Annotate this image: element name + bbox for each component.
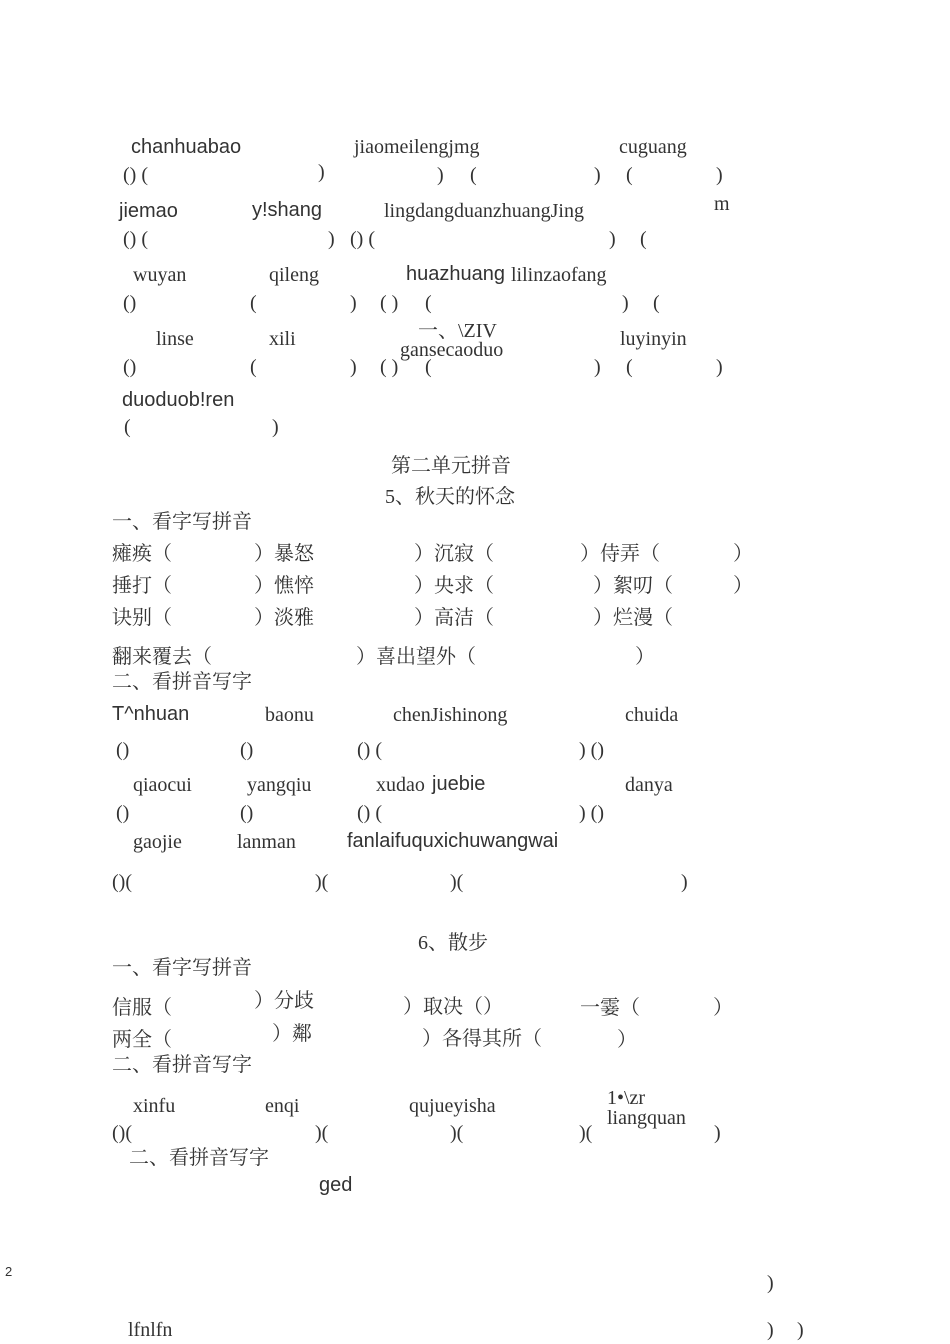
pinyin-text: chuida: [625, 704, 679, 726]
answer-bracket: )(: [579, 1122, 593, 1144]
answer-bracket: ): [328, 228, 335, 250]
answer-bracket: ()(: [112, 871, 132, 893]
answer-bracket: ): [594, 164, 601, 186]
word-item: 翻来覆去（: [112, 646, 212, 668]
pinyin-text: baonu: [265, 704, 314, 726]
pinyin-text: huazhuang: [406, 263, 505, 285]
word-item: ）憔悴: [254, 575, 314, 597]
word-item: ）央求（: [414, 575, 494, 597]
pinyin-text: xili: [269, 328, 296, 350]
answer-bracket: ): [622, 292, 629, 314]
page-number: 2: [5, 1264, 13, 1279]
unit-title: 第二单元拼音: [391, 455, 511, 477]
pinyin-text: lingdangduanzhuangJing: [384, 200, 584, 222]
word-item: 瘫痪（: [112, 543, 172, 565]
pinyin-text: lilinzaofang: [511, 264, 607, 286]
word-item: 信服（: [112, 997, 172, 1019]
answer-bracket: ) (): [579, 802, 604, 824]
answer-bracket: () (: [123, 164, 148, 186]
pinyin-text: cuguang: [619, 136, 687, 158]
pinyin-text: 一、\ZIV: [418, 320, 497, 342]
word-item: 两全（: [112, 1029, 172, 1051]
answer-bracket: () (: [123, 228, 148, 250]
answer-bracket: (: [626, 356, 633, 378]
answer-bracket: )(: [450, 1122, 464, 1144]
answer-bracket: (: [124, 416, 131, 438]
pinyin-text: juebie: [432, 773, 486, 795]
pinyin-text: lfnlfn: [128, 1319, 173, 1341]
answer-bracket: () (: [357, 739, 382, 761]
pinyin-text: T^nhuan: [112, 703, 190, 725]
pinyin-text: xudao: [376, 774, 425, 796]
answer-bracket: ): [318, 161, 325, 183]
word-item: ）: [617, 1029, 637, 1051]
answer-bracket: ) (): [579, 739, 604, 761]
answer-bracket: () (: [350, 228, 375, 250]
answer-bracket: ): [797, 1319, 804, 1341]
answer-bracket: ): [681, 871, 688, 893]
pinyin-text: lanman: [237, 831, 296, 853]
pinyin-text: qujueyisha: [409, 1095, 496, 1117]
answer-bracket: ): [350, 356, 357, 378]
answer-bracket: ): [350, 292, 357, 314]
answer-bracket: )(: [450, 871, 464, 893]
answer-bracket: )(: [315, 1122, 329, 1144]
section-heading: 二、看拼音写字: [112, 671, 252, 693]
word-item: 诀别（: [112, 607, 172, 629]
answer-bracket: () (: [357, 802, 382, 824]
answer-bracket: ( ): [380, 292, 399, 314]
lesson-title: 5、秋天的怀念: [385, 486, 515, 508]
word-item: ）沉寂（: [414, 543, 494, 565]
word-item: ）暴怒: [254, 543, 314, 565]
pinyin-text: qileng: [269, 264, 319, 286]
answer-bracket: (): [116, 802, 130, 824]
section-heading: 二、看拼音写字: [129, 1147, 269, 1169]
pinyin-text: gaojie: [133, 831, 182, 853]
pinyin-text: chenJishinong: [393, 704, 508, 726]
answer-bracket: ): [767, 1319, 774, 1341]
pinyin-text: m: [714, 193, 730, 215]
answer-bracket: (: [653, 292, 660, 314]
pinyin-text: 1•\zr: [607, 1087, 646, 1109]
word-item: 一霎（: [580, 997, 640, 1019]
section-heading: 一、看字写拼音: [112, 957, 252, 979]
pinyin-text: luyinyin: [620, 328, 687, 350]
answer-bracket: (): [123, 356, 137, 378]
answer-bracket: ): [714, 1122, 721, 1144]
answer-bracket: (: [250, 356, 257, 378]
answer-bracket: ): [767, 1272, 774, 1294]
word-item: ）高洁（: [414, 607, 494, 629]
word-item: ）侍弄（: [580, 543, 660, 565]
answer-bracket: )(: [315, 871, 329, 893]
pinyin-text: danya: [625, 774, 673, 796]
word-item: ）各得其所（: [422, 1028, 542, 1050]
pinyin-text: xinfu: [133, 1095, 176, 1117]
pinyin-text: duoduob!ren: [122, 389, 235, 411]
pinyin-text: gansecaoduo: [400, 339, 504, 361]
pinyin-text: jiemao: [119, 200, 178, 222]
section-heading: 一、看字写拼音: [112, 511, 252, 533]
lesson-title: 6、散步: [418, 932, 488, 954]
word-item: ）淡雅: [254, 607, 314, 629]
answer-bracket: (: [626, 164, 633, 186]
section-heading: 二、看拼音写字: [112, 1054, 252, 1076]
word-item: 捶打（: [112, 575, 172, 597]
pinyin-text: ged: [319, 1174, 353, 1196]
answer-bracket: (): [240, 802, 254, 824]
answer-bracket: (): [240, 739, 254, 761]
answer-bracket: (: [425, 356, 432, 378]
answer-bracket: (: [250, 292, 257, 314]
answer-bracket: ): [272, 416, 279, 438]
word-item: ）喜出望外（: [356, 646, 476, 668]
pinyin-text: y!shang: [252, 199, 323, 221]
word-item: ）取决（）: [403, 996, 503, 1018]
word-item: ）: [733, 575, 753, 597]
pinyin-text: chanhuabao: [131, 136, 242, 158]
answer-bracket: ( ): [380, 356, 399, 378]
word-item: ）烂漫（: [593, 607, 673, 629]
pinyin-text: fanlaifuquxichuwangwai: [347, 830, 559, 852]
answer-bracket: (: [470, 164, 477, 186]
answer-bracket: ): [716, 356, 723, 378]
answer-bracket: ): [609, 228, 616, 250]
answer-bracket: (): [123, 292, 137, 314]
answer-bracket: ): [594, 356, 601, 378]
answer-bracket: (: [640, 228, 647, 250]
answer-bracket: ): [437, 164, 444, 186]
answer-bracket: (): [116, 739, 130, 761]
answer-bracket: ()(: [112, 1122, 132, 1144]
pinyin-text: jiaomeilengjmg: [354, 136, 480, 158]
pinyin-text: liangquan: [607, 1107, 686, 1129]
word-item: ）分歧: [254, 990, 314, 1012]
answer-bracket: (: [425, 292, 432, 314]
word-item: ）鄰: [272, 1023, 312, 1045]
word-item: ）: [713, 997, 733, 1019]
word-item: ）: [733, 543, 753, 565]
word-item: ）: [635, 646, 655, 668]
pinyin-text: wuyan: [133, 264, 187, 286]
pinyin-text: qiaocui: [133, 774, 192, 796]
pinyin-text: enqi: [265, 1095, 300, 1117]
pinyin-text: yangqiu: [247, 774, 312, 796]
pinyin-text: linse: [156, 328, 194, 350]
answer-bracket: ): [716, 164, 723, 186]
word-item: ）絮叨（: [593, 575, 673, 597]
